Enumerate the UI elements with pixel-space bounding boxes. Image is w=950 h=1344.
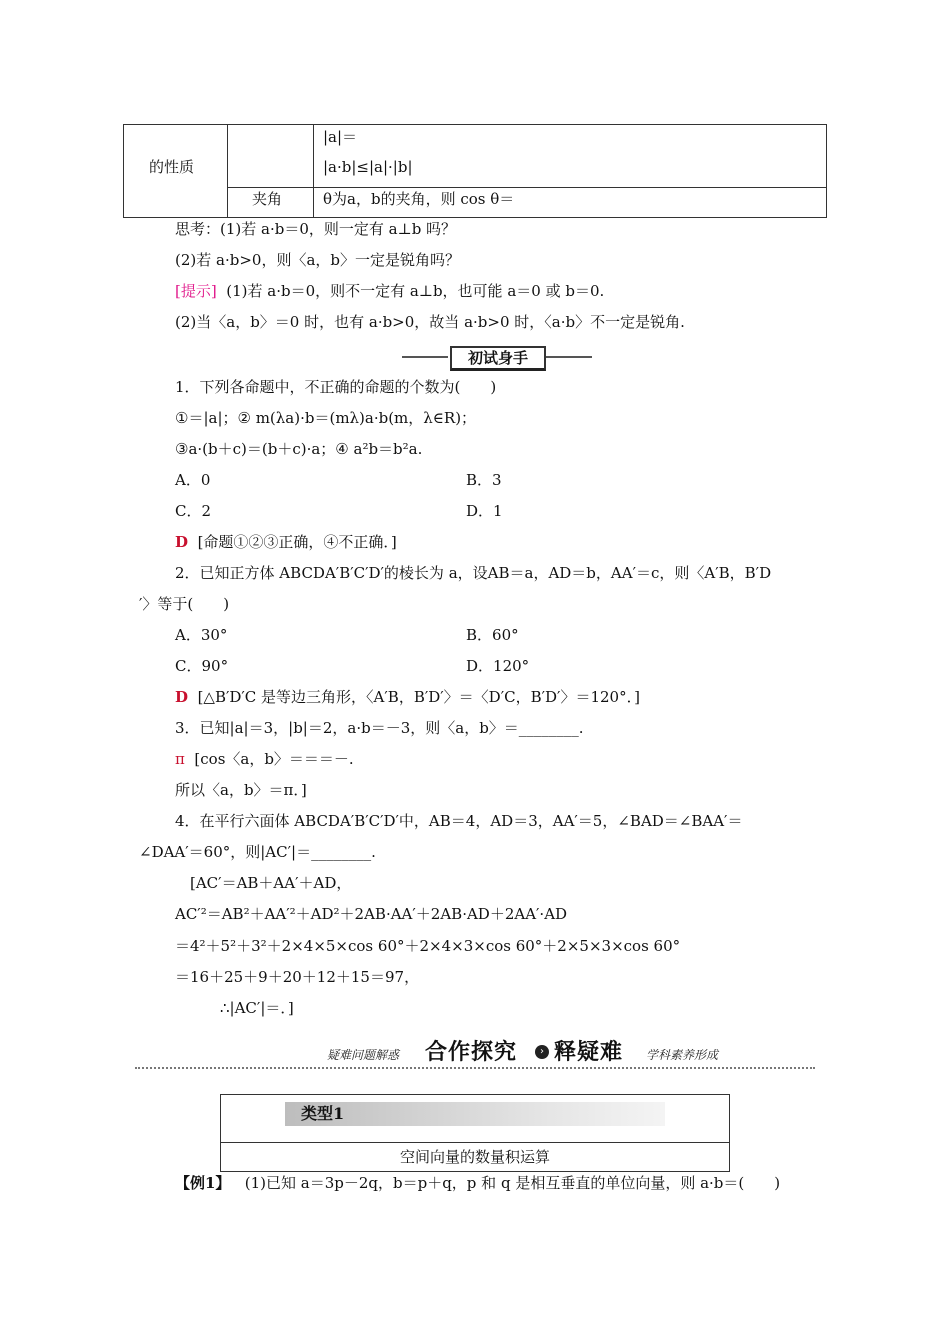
answer-line xyxy=(175,749,354,769)
solution-line: [AC′＝AB＋AA′＋AD， xyxy=(190,874,352,892)
table-cell: |a·b|≤|a|·|b| xyxy=(323,158,413,176)
answer-letter: D xyxy=(175,688,189,706)
section-banner: 初试身手 xyxy=(450,346,546,371)
properties-table xyxy=(123,124,827,218)
option-c: C．90° xyxy=(175,657,229,675)
type-title: 空间向量的数量积运算 xyxy=(399,1148,550,1166)
banner-rule xyxy=(402,356,448,358)
example-line xyxy=(175,1173,780,1193)
table-divider xyxy=(313,125,314,217)
question-1-line: ①＝|a|；② m(λa)·b＝(mλ)a·b(m，λ∈R)； xyxy=(175,409,477,427)
option-a: A．30° xyxy=(175,626,228,644)
table-row-label: 夹角 xyxy=(252,190,283,208)
table-cell: |a|＝ xyxy=(323,128,358,146)
think-question-2: (2)若 a·b>0，则〈a，b〉一定是锐角吗？ xyxy=(175,251,460,269)
table-row-label: 的性质 xyxy=(149,158,195,176)
think-question-1: 思考：(1)若 a·b＝0，则一定有 a⊥b 吗？ xyxy=(175,220,457,238)
section-divider xyxy=(135,1067,815,1069)
question-3-stem: 3．已知|a|＝3，|b|＝2，a·b＝－3，则〈a，b〉＝________. xyxy=(175,719,584,737)
table-divider xyxy=(227,187,826,188)
hint-text: (1)若 a·b＝0，则不一定有 a⊥b，也可能 a＝0 或 b＝0. xyxy=(226,282,605,300)
solution-line: ∴|AC′|＝．] xyxy=(220,999,294,1017)
solution-line: ＝4²＋5²＋3²＋2×4×5×cos 60°＋2×4×3×cos 60°＋2×5×3×cos 60° xyxy=(175,937,681,955)
answer-letter: D xyxy=(175,533,189,551)
arrow-right-icon: › xyxy=(535,1045,549,1059)
question-2-stem: ′〉等于( ) xyxy=(139,595,230,613)
answer-text: [cos〈a，b〉＝＝＝－. xyxy=(194,750,354,768)
option-c: C．2 xyxy=(175,502,212,520)
type-box xyxy=(220,1094,730,1172)
answer-text: [命题①②③正确，④不正确．] xyxy=(197,533,397,551)
section-title-2: 释疑难 xyxy=(554,1040,624,1065)
banner-rule xyxy=(546,356,592,358)
question-1-stem: 1．下列各命题中，不正确的命题的个数为( ) xyxy=(175,378,497,396)
answer-letter: π xyxy=(175,750,185,768)
type-box-divider xyxy=(221,1142,729,1143)
section-title-1: 合作探究 xyxy=(425,1040,518,1065)
question-2-stem: 2．已知正方体 ABCDA′B′C′D′的棱长为 a，设AB＝a，AD＝b，AA′＝c，则〈A′B，B′D xyxy=(175,564,772,582)
hint-line-2: (2)当〈a，b〉＝0 时，也有 a·b>0，故当 a·b>0 时，〈a·b〉不一定是锐角. xyxy=(175,313,685,331)
hint-line-1 xyxy=(175,281,604,301)
option-d: D．1 xyxy=(466,502,503,520)
answer-line xyxy=(175,532,397,552)
option-a: A．0 xyxy=(175,471,211,489)
table-divider xyxy=(227,125,228,217)
solution-line: ＝16＋25＋9＋20＋12＋15＝97， xyxy=(175,968,420,986)
answer-line-2: 所以〈a，b〉＝π．] xyxy=(175,781,307,799)
question-4-stem: 4．在平行六面体 ABCDA′B′C′D′中，AB＝4，AD＝3，AA′＝5，∠BAD＝∠BAA′＝ xyxy=(175,812,743,830)
hint-tag: [提示] xyxy=(175,282,217,300)
table-cell: θ为a，b的夹角，则 cos θ＝ xyxy=(323,190,515,208)
option-d: D．120° xyxy=(466,657,530,675)
solution-line: AC′²＝AB²＋AA′²＋AD²＋2AB·AA′＋2AB·AD＋2AA′·AD xyxy=(175,905,568,923)
answer-text: [△B′D′C 是等边三角形，〈A′B，B′D′〉＝〈D′C，B′D′〉＝120°．] xyxy=(197,688,640,706)
example-tag: 【例1】 xyxy=(175,1174,231,1192)
option-b: B．60° xyxy=(466,626,519,644)
answer-line xyxy=(175,687,640,707)
example-text: (1)已知 a＝3p－2q，b＝p＋q，p 和 q 是相互垂直的单位向量，则 a·b＝( ) xyxy=(244,1174,781,1192)
section-right-caption: 学科素养形成 xyxy=(646,1048,719,1062)
question-4-stem: ∠DAA′＝60°，则|AC′|＝________. xyxy=(139,843,376,861)
option-b: B．3 xyxy=(466,471,502,489)
section-left-caption: 疑难问题解惑 xyxy=(327,1048,400,1062)
type-label: 类型1 xyxy=(301,1104,345,1123)
question-1-line: ③a·(b＋c)＝(b＋c)·a；④ a²b＝b²a. xyxy=(175,440,423,458)
